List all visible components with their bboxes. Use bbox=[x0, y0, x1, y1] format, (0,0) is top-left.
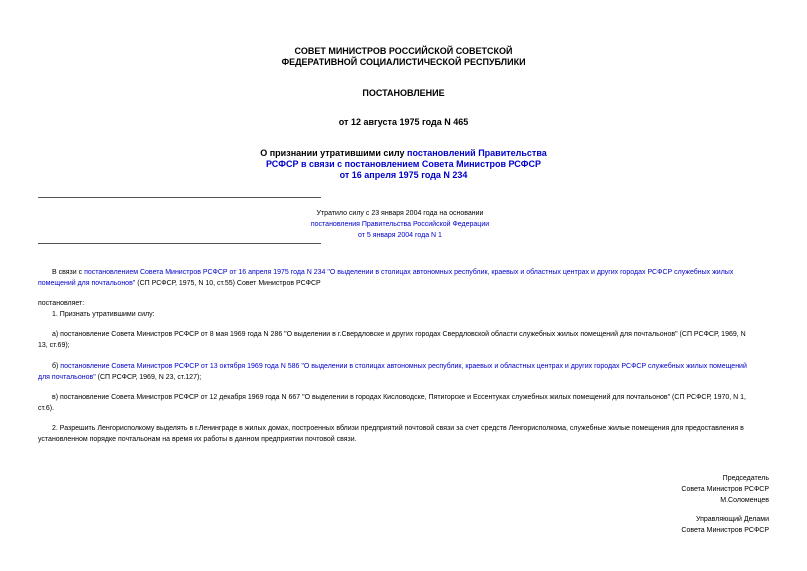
item-b-link-continued[interactable]: для почтальонов" bbox=[38, 374, 96, 381]
divider-bottom bbox=[38, 243, 321, 244]
item-2-line-2: установленном порядке почтальонам на время их работы в данном предприятии почтовой связи. bbox=[38, 436, 357, 443]
item-1: 1. Признать утратившими силу: bbox=[52, 311, 155, 318]
issuing-authority bbox=[0, 46, 807, 68]
item-2-line-1: 2. Разрешить Ленгорисполкому выделять в г.Ленинграде в жилых домах, построенных вблизи предприятий почтовой связи за счет средств Ленгорисполкома, служебные жилые помещения для предоставления в bbox=[52, 425, 744, 432]
item-b bbox=[38, 361, 770, 383]
repeal-status bbox=[225, 208, 575, 241]
signature-role-2: Управляющий Делами bbox=[695, 516, 769, 523]
document-date: от 12 августа 1975 года N 465 bbox=[338, 117, 469, 127]
item-a-line-2: 13, ст.69); bbox=[38, 342, 70, 349]
signature-chairman bbox=[681, 473, 769, 506]
document-type: ПОСТАНОВЛЕНИЕ bbox=[362, 88, 445, 98]
status-link-line-1[interactable]: постановления Правительства Российской Федерации bbox=[310, 221, 490, 228]
title-line-3[interactable]: от 16 апреля 1975 года N 234 bbox=[339, 170, 468, 180]
signature-manager bbox=[681, 514, 769, 536]
signature-name-1: М.Соломенцев bbox=[720, 497, 769, 504]
title-link[interactable]: постановлений Правительства bbox=[407, 148, 547, 158]
intro-paragraph bbox=[38, 267, 770, 289]
item-c bbox=[38, 392, 770, 414]
status-link-line-2[interactable]: от 5 января 2004 года N 1 bbox=[358, 232, 442, 239]
signature-role-1: Председатель bbox=[722, 475, 769, 482]
item-c-line-2: ст.6). bbox=[38, 405, 55, 412]
status-line: Утратило силу с 23 января 2004 года на основании bbox=[316, 210, 484, 217]
item-a bbox=[38, 329, 770, 351]
divider-top bbox=[38, 197, 321, 198]
document-title bbox=[0, 148, 807, 181]
authority-line-1: СОВЕТ МИНИСТРОВ РОССИЙСКОЙ СОВЕТСКОЙ bbox=[294, 46, 513, 56]
item-b-prefix: б) bbox=[52, 363, 61, 370]
intro-link[interactable]: постановлением Совета Министров РСФСР от 16 апреля 1975 года N 234 "О выделении в столицах автономных республик, краевых и областных центрах и других городах РСФСР служебных жилых bbox=[84, 269, 734, 276]
decides-line: постановляет: bbox=[38, 300, 85, 307]
title-line-2[interactable]: РСФСР в связи с постановлением Совета Министров РСФСР bbox=[266, 159, 541, 169]
item-c-line-1: в) постановление Совета Министров РСФСР от 12 декабря 1969 года N 667 "О выделении в городах Кисловодске, Пятигорске и Ессентуках служебных жилых помещений для почтальонов" (СП РСФСР, 1970, N 1, bbox=[52, 394, 746, 401]
item-2 bbox=[38, 423, 770, 445]
item-b-suffix: (СП РСФСР, 1969, N 23, ст.127); bbox=[95, 374, 202, 381]
authority-line-2: ФЕДЕРАТИВНОЙ СОЦИАЛИСТИЧЕСКОЙ РЕСПУБЛИКИ bbox=[281, 57, 526, 67]
intro-prefix: В связи с bbox=[52, 269, 85, 276]
item-a-line-1: а) постановление Совета Министров РСФСР от 8 мая 1969 года N 286 "О выделении в г.Свердловске и других городах Свердловской области служебных жилых помещений для почтальонов" (СП РСФСР, 1969, N bbox=[52, 331, 746, 338]
signature-org-2: Совета Министров РСФСР bbox=[681, 527, 769, 534]
title-prefix: О признании утратившими силу bbox=[260, 148, 408, 158]
item-b-link[interactable]: постановление Совета Министров РСФСР от 13 октября 1969 года N 586 "О выделении в столицах автономных республик, краевых и областных центрах и других городах РСФСР служебных жилых помещений bbox=[60, 363, 747, 370]
title-line-1 bbox=[0, 148, 807, 159]
signature-org-1: Совета Министров РСФСР bbox=[681, 486, 769, 493]
intro-suffix: (СП РСФСР, 1975, N 10, ст.55) Совет Министров РСФСР bbox=[135, 280, 321, 287]
intro-link-continued[interactable]: помещений для почтальонов" bbox=[38, 280, 136, 287]
